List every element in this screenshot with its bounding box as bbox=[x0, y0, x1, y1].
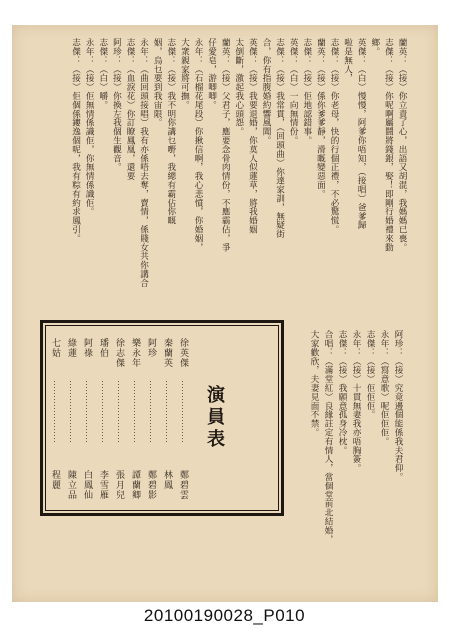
cast-actor: 張月兒 bbox=[114, 470, 124, 500]
script-line: 蘭英：（接）係你爹爹靜，滑嘅變惡面。 bbox=[315, 38, 326, 199]
script-line: 英傑：（接）我要退婚，你莫人似蓮草，將我婚姻 bbox=[247, 38, 258, 234]
script-line: 永年：（接）佢無情係識佢，你無情係識佢。 bbox=[84, 38, 95, 216]
cast-role: 綠蓮 bbox=[66, 338, 76, 358]
script-line: 永年：（寫意歌）呢佢佢佢。 bbox=[379, 330, 389, 446]
cast-leader-dots: ⋯⋯⋯⋯⋯⋯⋯ bbox=[177, 380, 187, 443]
cast-actor: 鄭碧影 bbox=[146, 470, 156, 500]
script-line: 大家歡欣，夫妻見面不禁。 bbox=[309, 330, 319, 437]
cast-role: 璠伯 bbox=[98, 338, 108, 358]
cast-leader-dots: ⋯⋯⋯⋯⋯⋯⋯ bbox=[65, 380, 75, 443]
cast-leader-dots: ⋯⋯⋯⋯⋯⋯⋯ bbox=[113, 380, 123, 443]
cast-role: 徐志傑 bbox=[114, 338, 124, 368]
script-line: 志傑：（接）佢地認錯事。 bbox=[301, 38, 312, 145]
cast-actor: 程麗 bbox=[50, 470, 60, 490]
cast-role: 樂永年 bbox=[130, 338, 140, 368]
script-line: 太倒斷，激起我心頭怨。 bbox=[233, 38, 244, 136]
script-line: 志傑：（白）嚼。 bbox=[97, 38, 108, 110]
cast-leader-dots: ⋯⋯⋯⋯⋯⋯⋯ bbox=[129, 380, 139, 443]
script-line: 啦是無人， bbox=[342, 38, 353, 83]
script-line: 志傑：（接）佢佢佢。 bbox=[365, 330, 375, 419]
script-line: 志傑：（接）你老母，快的行個正禮，不必驚慌。 bbox=[329, 38, 339, 234]
script-line: 英傑：（白）慢慢，阿爹你唔知，（接唱）爸爹歸 bbox=[356, 38, 367, 230]
cast-role: 徐英傑 bbox=[178, 338, 188, 368]
cast-actor: 陳立品 bbox=[66, 470, 76, 500]
script-line: 志傑：（接）你呢啊屬鬪將錢銀，娶！即剛行婚禮來動 bbox=[383, 38, 394, 252]
script-line: 阿珍：（接）究竟邊個能係我夫君仰。 bbox=[393, 330, 403, 482]
cast-role: 阿珍 bbox=[146, 338, 156, 358]
cast-leader-dots: ⋯⋯⋯⋯⋯⋯⋯ bbox=[161, 380, 171, 443]
cast-actor: 譚蘭卿 bbox=[130, 470, 140, 500]
script-line: 阿珍：（接）你換左我個生觀音。 bbox=[111, 38, 122, 172]
script-line: 姻，烏乜要到我宙限。 bbox=[152, 38, 163, 127]
cast-role: 阿祿 bbox=[82, 338, 92, 358]
script-line: 蘭英：（接）你立責了心，出語又胡混，我媽媽已喪。 bbox=[397, 38, 407, 252]
script-line: 大衆親家將可撫。 bbox=[179, 38, 190, 110]
script-line: 合唱：（滿堂紅）良緣註定有情人，當個堂前北結婚， bbox=[323, 330, 333, 544]
script-line: 英傑：（白）一向無情份。 bbox=[288, 38, 299, 145]
archive-caption: 20100190028_P010 bbox=[143, 606, 306, 625]
cast-actor: 白鳳仙 bbox=[82, 470, 92, 500]
script-line: 鄉。 bbox=[369, 38, 380, 56]
cast-title: 演員表 bbox=[204, 385, 225, 451]
script-line: 志傑：（接）我願意孤身冷枕。 bbox=[337, 330, 347, 455]
cast-leader-dots: ⋯⋯⋯⋯⋯⋯⋯ bbox=[81, 380, 91, 443]
script-line: 志傑：（接）我不明你講乜嘢，我總有霸佔你嘅 bbox=[165, 38, 176, 225]
script-line: 志傑：（血淚花）你訂瞭鳳凰，還要 bbox=[125, 38, 135, 181]
script-line: 合，你有指腹婚約響風聞。 bbox=[261, 38, 271, 145]
cast-role: 七姑 bbox=[50, 338, 60, 358]
cast-actor: 李雪雁 bbox=[98, 470, 108, 500]
cast-leader-dots: ⋯⋯⋯⋯⋯⋯⋯ bbox=[49, 380, 59, 443]
script-line: 志傑：（接）我常貫，（回頭曲）你達家訓，無疑街 bbox=[274, 38, 285, 239]
script-line: 永年：（接）十貫無妻我亦唔胸簽。 bbox=[351, 330, 361, 473]
cast-actor: 鄭碧雲 bbox=[178, 470, 188, 500]
script-line: 永年：（石榴花尾段）你揪信啊，我心悲憤，你婚姻， bbox=[193, 38, 203, 252]
script-line: 永年：（曲回頭接唱）我有亦係唔去奪，賣情，係賤女共你講合 bbox=[138, 38, 149, 288]
script-line: 志傑：（接）佢個係鏤逸個呢，我有粽有約求鳳引。 bbox=[70, 38, 81, 243]
cast-actor: 林鳳 bbox=[162, 470, 172, 490]
cast-leader-dots: ⋯⋯⋯⋯⋯⋯⋯ bbox=[145, 380, 155, 443]
cast-role: 秦蘭英 bbox=[162, 338, 172, 368]
script-line: 蘭英：（接）父君子，應要念骨肉情份，不應霸佔，爭 bbox=[220, 38, 231, 252]
script-line: 仔愛皂，游唧唧。 bbox=[206, 38, 217, 110]
cast-leader-dots: ⋯⋯⋯⋯⋯⋯⋯ bbox=[97, 380, 107, 443]
